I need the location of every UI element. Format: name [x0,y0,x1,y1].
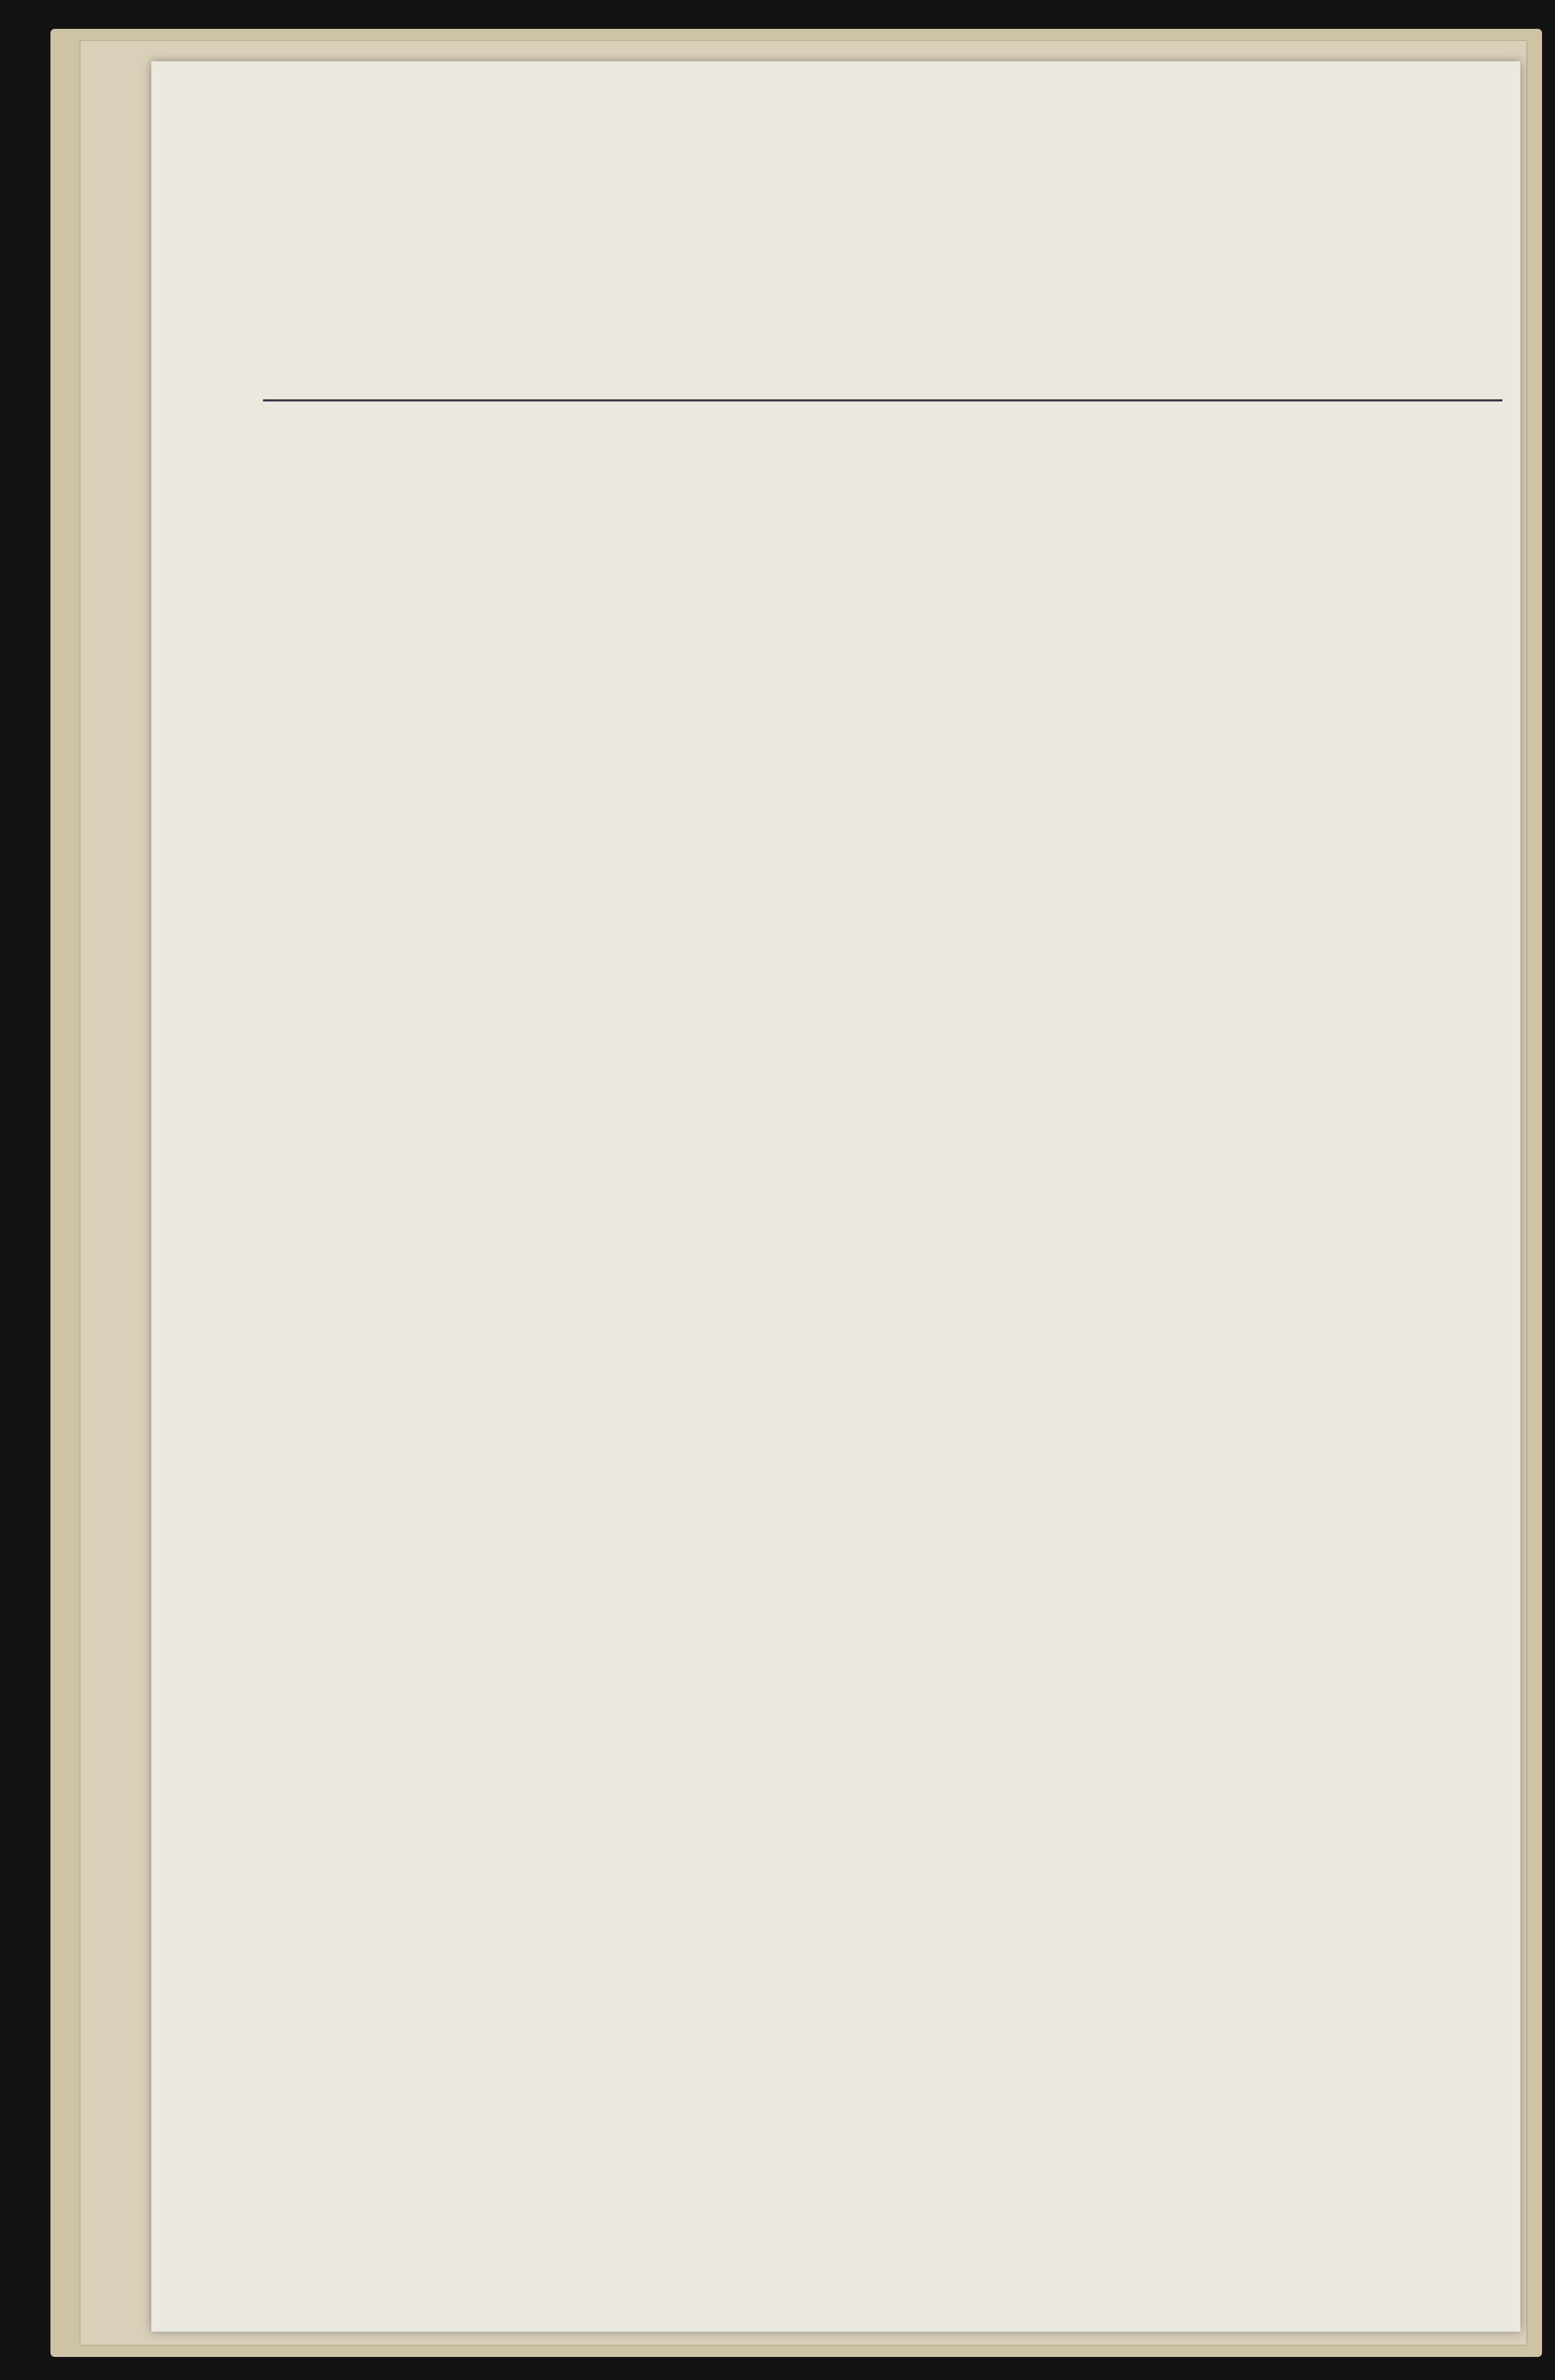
document-text [263,267,1488,427]
document-page [151,61,1520,2332]
table-header [263,270,1488,407]
table-rule [263,399,1502,401]
